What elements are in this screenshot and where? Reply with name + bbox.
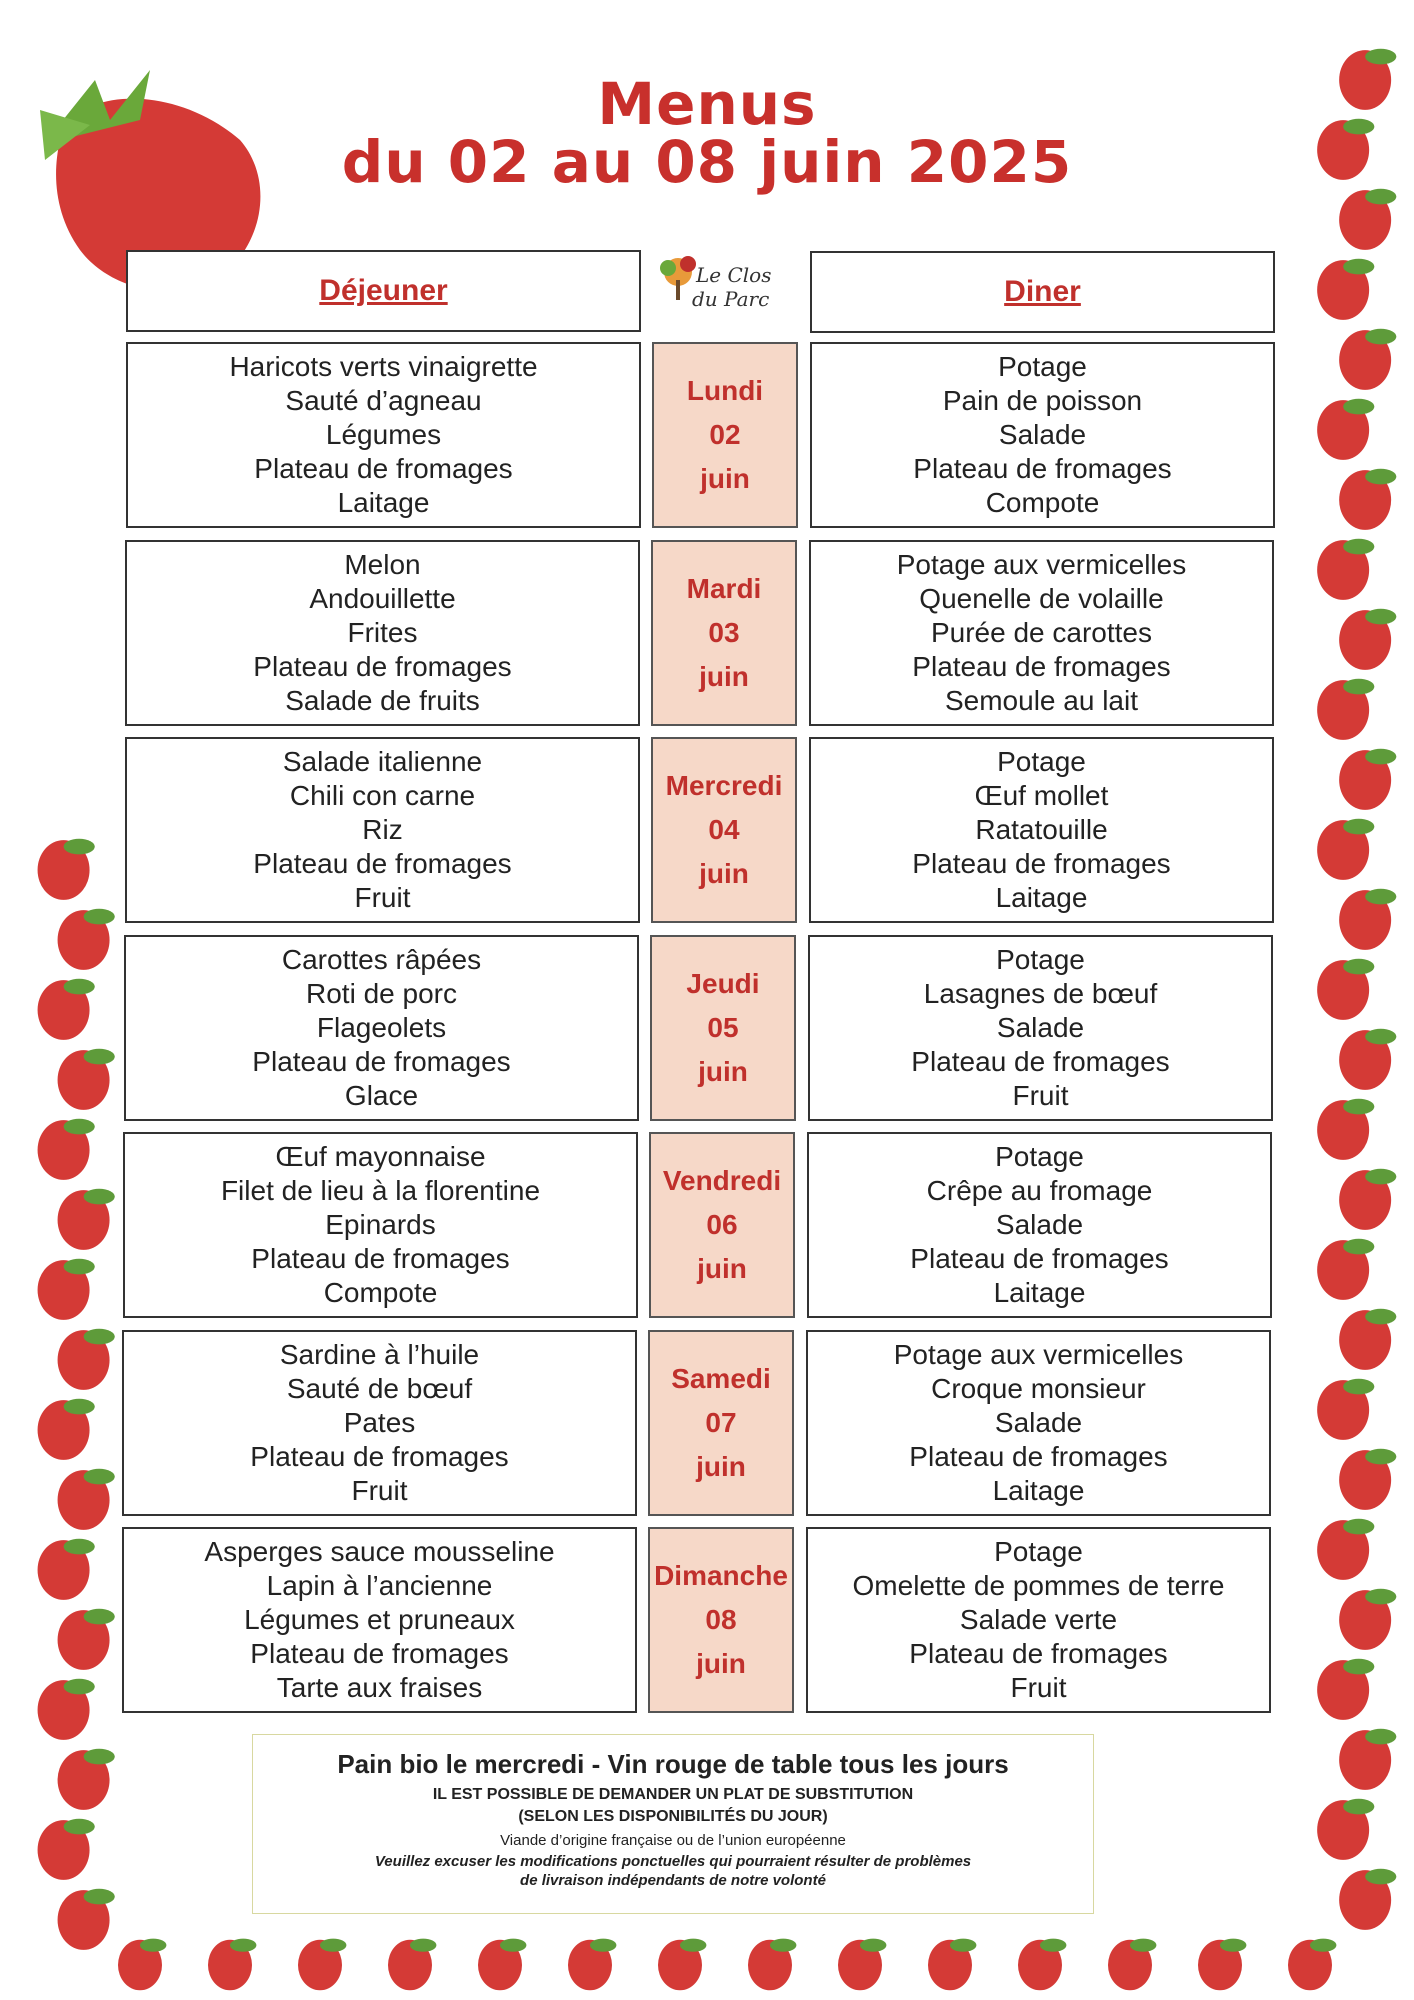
dinner-dish: Potage bbox=[997, 746, 1086, 777]
dinner-dish: Quenelle de volaille bbox=[919, 583, 1164, 614]
leaf-icon bbox=[230, 1939, 256, 1952]
lunch-dish: Compote bbox=[323, 1277, 438, 1308]
leaf-icon bbox=[64, 1679, 95, 1695]
leaf-icon bbox=[1365, 1869, 1396, 1885]
dinner-dish: Semoule au lait bbox=[944, 685, 1138, 716]
day-month: juin bbox=[699, 661, 749, 692]
dinner-dish: Laitage bbox=[995, 882, 1088, 913]
lunch-dish: Œuf mayonnaise bbox=[275, 1141, 486, 1172]
leaf-icon bbox=[84, 1329, 115, 1345]
lunch-dish: Riz bbox=[362, 814, 403, 845]
lunch-dish: Légumes et pruneaux bbox=[244, 1604, 515, 1635]
day-num: 07 bbox=[705, 1407, 737, 1438]
day-label-6 bbox=[648, 1330, 794, 1516]
svg-text:Le Clos: Le Clos bbox=[696, 263, 772, 287]
dinner-dish: Ratatouille bbox=[975, 814, 1108, 845]
leaf-icon bbox=[1343, 399, 1374, 415]
day-num: 04 bbox=[708, 814, 740, 845]
dinner-menu-4 bbox=[808, 935, 1273, 1121]
dinner-dish: Œuf mollet bbox=[974, 780, 1109, 811]
lunch-dish: Flageolets bbox=[316, 1012, 447, 1043]
leaf-icon bbox=[84, 909, 115, 925]
lunch-dish: Plateau de fromages bbox=[250, 1441, 509, 1472]
dinner-dish: Potage bbox=[995, 1141, 1084, 1172]
leaf-icon bbox=[410, 1939, 436, 1952]
dinner-dish: Fruit bbox=[1010, 1672, 1067, 1703]
leaf-icon bbox=[1310, 1939, 1336, 1952]
footer-line-4: Viande d’origine française ou de l’union européenne bbox=[500, 1832, 846, 1849]
leaf-icon bbox=[1365, 49, 1396, 65]
leaf-icon bbox=[1343, 1659, 1374, 1675]
lunch-menu-7 bbox=[122, 1527, 637, 1713]
dinner-dish: Lasagnes de bœuf bbox=[923, 978, 1158, 1009]
dinner-menu-2 bbox=[809, 540, 1274, 726]
lunch-dish: Plateau de fromages bbox=[251, 1243, 510, 1274]
dinner-dish: Compote bbox=[985, 487, 1100, 518]
leaf-icon bbox=[1365, 1449, 1396, 1465]
dinner-menu-3 bbox=[809, 737, 1274, 923]
dinner-dish: Plateau de fromages bbox=[910, 1243, 1169, 1274]
lunch-dish: Glace bbox=[344, 1080, 419, 1111]
dinner-dish: Plateau de fromages bbox=[911, 1046, 1170, 1077]
dinner-dish: Plateau de fromages bbox=[912, 651, 1171, 682]
day-num: 02 bbox=[709, 419, 741, 450]
day-day: Lundi bbox=[686, 375, 764, 406]
lunch-dish: Filet de lieu à la florentine bbox=[220, 1175, 541, 1206]
leaf-icon bbox=[1343, 959, 1374, 975]
dinner-dish: Croque monsieur bbox=[931, 1373, 1146, 1404]
dinner-dish: Potage bbox=[998, 351, 1087, 382]
dinner-dish: Potage bbox=[996, 944, 1085, 975]
lunch-dish: Sauté d’agneau bbox=[285, 385, 482, 416]
lunch-dish: Laitage bbox=[337, 487, 430, 518]
lunch-menu-5 bbox=[123, 1132, 638, 1318]
day-day: Dimanche bbox=[654, 1560, 788, 1591]
lunch-dish: Haricots verts vinaigrette bbox=[229, 351, 538, 382]
dinner-header bbox=[810, 251, 1275, 333]
dinner-dish: Fruit bbox=[1012, 1080, 1069, 1111]
menu-date-range: du 02 au 08 juin 2025 bbox=[341, 128, 1073, 196]
dinner-dish: Plateau de fromages bbox=[913, 453, 1172, 484]
lunch-menu-6 bbox=[122, 1330, 637, 1516]
dinner-dish: Plateau de fromages bbox=[909, 1441, 1168, 1472]
lunch-header-label: Déjeuner bbox=[319, 274, 448, 307]
lunch-dish: Plateau de fromages bbox=[250, 1638, 509, 1669]
day-month: juin bbox=[699, 858, 749, 889]
leaf-icon bbox=[860, 1939, 886, 1952]
leaf-icon bbox=[1343, 259, 1374, 275]
leaf-icon bbox=[1343, 1519, 1374, 1535]
leaf-icon bbox=[1220, 1939, 1246, 1952]
dinner-dish: Salade bbox=[996, 1012, 1085, 1043]
leaf-icon bbox=[1343, 819, 1374, 835]
lunch-dish: Sardine à l’huile bbox=[279, 1339, 480, 1370]
dinner-dish: Plateau de fromages bbox=[912, 848, 1171, 879]
leaf-icon bbox=[64, 1399, 95, 1415]
leaf-icon bbox=[140, 1939, 166, 1952]
dinner-dish: Plateau de fromages bbox=[909, 1638, 1168, 1669]
lunch-dish: Pates bbox=[343, 1407, 416, 1438]
lunch-dish: Légumes bbox=[325, 419, 442, 450]
lunch-menu-1 bbox=[126, 342, 641, 528]
day-label-5 bbox=[649, 1132, 795, 1318]
lunch-dish: Plateau de fromages bbox=[252, 1046, 511, 1077]
leaf-icon bbox=[1040, 1939, 1066, 1952]
day-num: 05 bbox=[707, 1012, 739, 1043]
dinner-dish: Omelette de pommes de terre bbox=[852, 1570, 1225, 1601]
dinner-menu-6 bbox=[806, 1330, 1271, 1516]
dinner-dish: Salade bbox=[998, 419, 1087, 450]
leaf-icon bbox=[84, 1749, 115, 1765]
leaf-icon bbox=[84, 1049, 115, 1065]
leaf-icon bbox=[84, 1889, 115, 1905]
lunch-menu-4 bbox=[124, 935, 639, 1121]
leaf-icon bbox=[1365, 1029, 1396, 1045]
leaf-icon bbox=[950, 1939, 976, 1952]
dinner-dish: Potage aux vermicelles bbox=[896, 549, 1187, 580]
lunch-dish: Lapin à l’ancienne bbox=[266, 1570, 493, 1601]
leaf-icon bbox=[1343, 539, 1374, 555]
leaf-icon bbox=[1365, 1169, 1396, 1185]
day-day: Mercredi bbox=[665, 770, 783, 801]
leaf-icon bbox=[1365, 329, 1396, 345]
day-num: 03 bbox=[708, 617, 740, 648]
lunch-menu-3 bbox=[125, 737, 640, 923]
day-month: juin bbox=[697, 1253, 747, 1284]
day-num: 08 bbox=[705, 1604, 737, 1635]
lunch-dish: Salade de fruits bbox=[285, 685, 480, 716]
leaf-icon bbox=[64, 1539, 95, 1555]
lunch-dish: Plateau de fromages bbox=[253, 651, 512, 682]
leaf-icon bbox=[64, 839, 95, 855]
footer-notice bbox=[252, 1734, 1094, 1914]
lunch-dish: Fruit bbox=[351, 1475, 408, 1506]
day-month: juin bbox=[696, 1648, 746, 1679]
lunch-header bbox=[126, 250, 641, 332]
logo bbox=[652, 250, 792, 330]
leaf-icon bbox=[64, 1259, 95, 1275]
leaf-icon bbox=[1365, 469, 1396, 485]
day-day: Jeudi bbox=[686, 968, 760, 999]
leaf-icon bbox=[84, 1189, 115, 1205]
lunch-dish: Carottes râpées bbox=[281, 944, 482, 975]
leaf-icon bbox=[64, 1819, 95, 1835]
lunch-dish: Roti de porc bbox=[306, 978, 457, 1009]
leaf-icon bbox=[1365, 889, 1396, 905]
leaf-icon bbox=[1365, 1729, 1396, 1745]
dinner-dish: Salade bbox=[995, 1209, 1084, 1240]
leaf-icon bbox=[1365, 609, 1396, 625]
dinner-dish: Crêpe au fromage bbox=[926, 1175, 1153, 1206]
lunch-dish: Plateau de fromages bbox=[253, 848, 512, 879]
lunch-dish: Tarte aux fraises bbox=[276, 1672, 483, 1703]
dinner-dish: Salade bbox=[994, 1407, 1083, 1438]
footer-line-2: IL EST POSSIBLE DE DEMANDER UN PLAT DE SUBSTITUTION bbox=[432, 1786, 914, 1803]
dinner-menu-7 bbox=[806, 1527, 1271, 1713]
lunch-dish: Sauté de bœuf bbox=[286, 1373, 473, 1404]
leaf-icon bbox=[1343, 1799, 1374, 1815]
day-month: juin bbox=[700, 463, 750, 494]
lunch-dish: Asperges sauce mousseline bbox=[204, 1536, 555, 1567]
dinner-dish: Salade verte bbox=[959, 1604, 1118, 1635]
day-label-2 bbox=[651, 540, 797, 726]
leaf-icon bbox=[1365, 1589, 1396, 1605]
day-label-1 bbox=[652, 342, 798, 528]
lunch-dish: Salade italienne bbox=[282, 746, 483, 777]
footer-line-3: (SELON LES DISPONIBILITÉS DU JOUR) bbox=[518, 1808, 828, 1825]
lunch-dish: Chili con carne bbox=[289, 780, 476, 811]
dinner-menu-1 bbox=[810, 342, 1275, 528]
leaf-icon bbox=[590, 1939, 616, 1952]
dinner-menu-5 bbox=[807, 1132, 1272, 1318]
leaf-icon bbox=[1343, 1099, 1374, 1115]
leaf-icon bbox=[84, 1469, 115, 1485]
tree-logo-icon bbox=[652, 250, 792, 330]
footer-line-5: Veuillez excuser les modifications ponctuelles qui pourraient résulter de problèmes bbox=[374, 1853, 972, 1870]
day-day: Samedi bbox=[671, 1363, 771, 1394]
dinner-dish: Potage aux vermicelles bbox=[893, 1339, 1184, 1370]
dinner-dish: Pain de poisson bbox=[942, 385, 1143, 416]
menu-title: Menus bbox=[597, 70, 817, 138]
dinner-dish: Purée de carottes bbox=[930, 617, 1153, 648]
lunch-dish: Plateau de fromages bbox=[254, 453, 513, 484]
dinner-dish: Laitage bbox=[992, 1475, 1085, 1506]
day-label-4 bbox=[650, 935, 796, 1121]
day-day: Mardi bbox=[686, 573, 762, 604]
day-label-7 bbox=[648, 1527, 794, 1713]
lunch-menu-2 bbox=[125, 540, 640, 726]
leaf-icon bbox=[1343, 1379, 1374, 1395]
lunch-dish: Fruit bbox=[354, 882, 411, 913]
leaf-icon bbox=[770, 1939, 796, 1952]
dinner-header-label: Diner bbox=[1004, 275, 1081, 308]
day-month: juin bbox=[698, 1056, 748, 1087]
dinner-dish: Potage bbox=[994, 1536, 1083, 1567]
lunch-dish: Melon bbox=[344, 549, 421, 580]
leaf-icon bbox=[64, 979, 95, 995]
leaf-icon bbox=[1365, 1309, 1396, 1325]
leaf-icon bbox=[1343, 679, 1374, 695]
leaf-icon bbox=[1130, 1939, 1156, 1952]
footer-line-1: Pain bio le mercredi - Vin rouge de table tous les jours bbox=[337, 1749, 1009, 1779]
leaf-icon bbox=[320, 1939, 346, 1952]
leaf-icon bbox=[1343, 1239, 1374, 1255]
day-num: 06 bbox=[706, 1209, 738, 1240]
leaf-icon bbox=[64, 1119, 95, 1135]
lunch-dish: Andouillette bbox=[309, 583, 456, 614]
dinner-dish: Laitage bbox=[993, 1277, 1086, 1308]
leaf-icon bbox=[84, 1609, 115, 1625]
svg-text:du Parc: du Parc bbox=[692, 287, 770, 311]
leaf-icon bbox=[680, 1939, 706, 1952]
lunch-dish: Epinards bbox=[325, 1209, 436, 1240]
day-month: juin bbox=[696, 1451, 746, 1482]
day-day: Vendredi bbox=[662, 1165, 782, 1196]
leaf-icon bbox=[500, 1939, 526, 1952]
day-label-3 bbox=[651, 737, 797, 923]
lunch-dish: Frites bbox=[347, 617, 418, 648]
footer-line-6: de livraison indépendants de notre volonté bbox=[520, 1872, 826, 1889]
leaf-icon bbox=[1365, 749, 1396, 765]
